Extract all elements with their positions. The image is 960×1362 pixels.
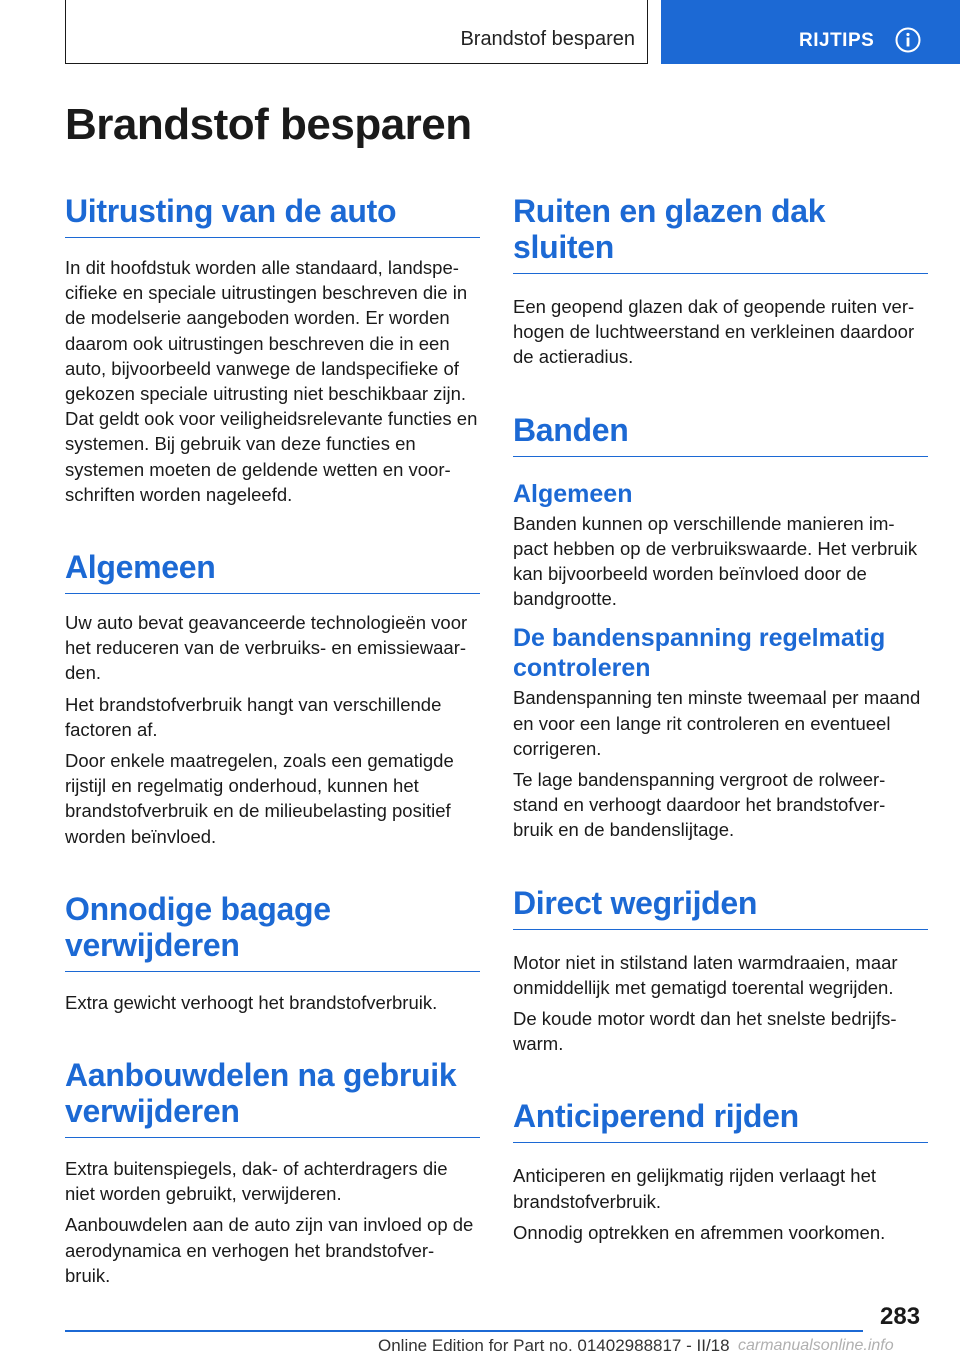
paragraph: Banden kunnen op verschillende manieren im‐ pact hebben op de verbruikswaarde. Het verbruik kan bijvoorbeeld worden beïnvloed door de bandgrootte. <box>513 512 918 610</box>
section-heading: Uitrusting van de auto <box>65 193 480 238</box>
section-heading: Ruiten en glazen dak sluiten <box>513 193 928 274</box>
paragraph: Een geopend glazen dak of geopende ruiten ver‐ hogen de luchtweerstand en verkleinen daardoor de actieradius. <box>513 296 915 368</box>
section-heading: Banden <box>513 412 928 457</box>
paragraph: Aanbouwdelen aan de auto zijn van invloed op de aerodynamica en verhogen het brandstofver‐ bruik. <box>65 1214 474 1286</box>
paragraph: Extra gewicht verhoogt het brandstofverbruik. <box>65 991 438 1013</box>
subsection-heading: De bandenspanning regelmatig controleren <box>513 624 886 683</box>
header-chapter-title: Brandstof besparen <box>460 28 635 50</box>
page-title: Brandstof besparen <box>65 100 472 149</box>
paragraph: Bandenspanning ten minste tweemaal per maand en voor een lange rit controleren en eventueel corrigeren. <box>513 687 921 759</box>
paragraph: In dit hoofdstuk worden alle standaard, landspe‐ cifieke en speciale uitrustingen beschreven die in de modelserie aangeboden worden. Er worden daarom ook uitrustingen beschreven die in een auto, bijvoorbeeld vanwege de landspecifieke of gekozen speciale uitrusting niet beschikbaar zijn. Dat geldt ook voor veiligheidsrelevante functies en systemen. Bij gebruik van deze functies en systemen moeten de geldende wetten en voor‐ schriften worden nageleefd. <box>65 257 478 505</box>
section-direct-wegrijden <box>513 885 928 1057</box>
info-icon <box>895 27 921 53</box>
paragraph: Het brandstofverbruik hangt van verschillende factoren af. <box>65 693 442 740</box>
paragraph: Extra buitenspiegels, dak- of achterdragers die niet worden gebruikt, verwijderen. <box>65 1158 448 1205</box>
paragraph: Uw auto bevat geavanceerde technologieën voor het reduceren van de verbruiks- en emissiewaar‐ den. <box>65 612 468 684</box>
section-heading: Anticiperend rijden <box>513 1098 928 1143</box>
header-chapter-box <box>65 0 648 64</box>
header-tab-label: RIJTIPS <box>799 30 875 51</box>
subsection-heading: Algemeen <box>513 479 633 508</box>
paragraph: De koude motor wordt dan het snelste bedrijfs‐ warm. <box>513 1008 897 1055</box>
section-heading: Aanbouwdelen na gebruik verwijderen <box>65 1057 480 1138</box>
section-anticiperend-rijden <box>513 1098 928 1245</box>
watermark: carmanualsonline.info <box>738 1337 894 1354</box>
paragraph: Onnodig optrekken en afremmen voorkomen. <box>513 1221 886 1243</box>
paragraph: Te lage bandenspanning vergroot de rolweer‐ stand en verhoogt daardoor het brandstofver‐ bruik en de bandenslijtage. <box>513 769 886 841</box>
section-onnodige-bagage <box>65 891 480 1015</box>
page-number: 283 <box>880 1303 921 1330</box>
footer-divider <box>65 1330 863 1332</box>
section-heading: Onnodige bagage verwijderen <box>65 891 480 972</box>
section-banden <box>513 412 928 843</box>
header-section-tab[interactable] <box>661 0 960 64</box>
paragraph: Anticiperen en gelijkmatig rijden verlaagt het brandstofverbruik. <box>513 1165 877 1212</box>
paragraph: Motor niet in stilstand laten warmdraaien, maar onmiddellijk met gematigd toerental wegrijden. <box>513 951 898 998</box>
left-column <box>65 193 480 1288</box>
section-heading: Algemeen <box>65 549 480 594</box>
section-uitrusting <box>65 193 480 507</box>
paragraph: Door enkele maatregelen, zoals een gematigde rijstijl en regelmatig onderhoud, kunnen het brandstofverbruik en de milieubelasting positief worden beïnvloed. <box>65 750 454 847</box>
section-aanbouwdelen <box>65 1057 480 1288</box>
section-heading: Direct wegrijden <box>513 885 928 930</box>
right-column <box>513 193 928 1245</box>
footer-edition: Online Edition for Part no. 01402988817 - II/18 <box>378 1336 730 1355</box>
section-ruiten <box>513 193 928 370</box>
section-algemeen <box>65 549 480 849</box>
